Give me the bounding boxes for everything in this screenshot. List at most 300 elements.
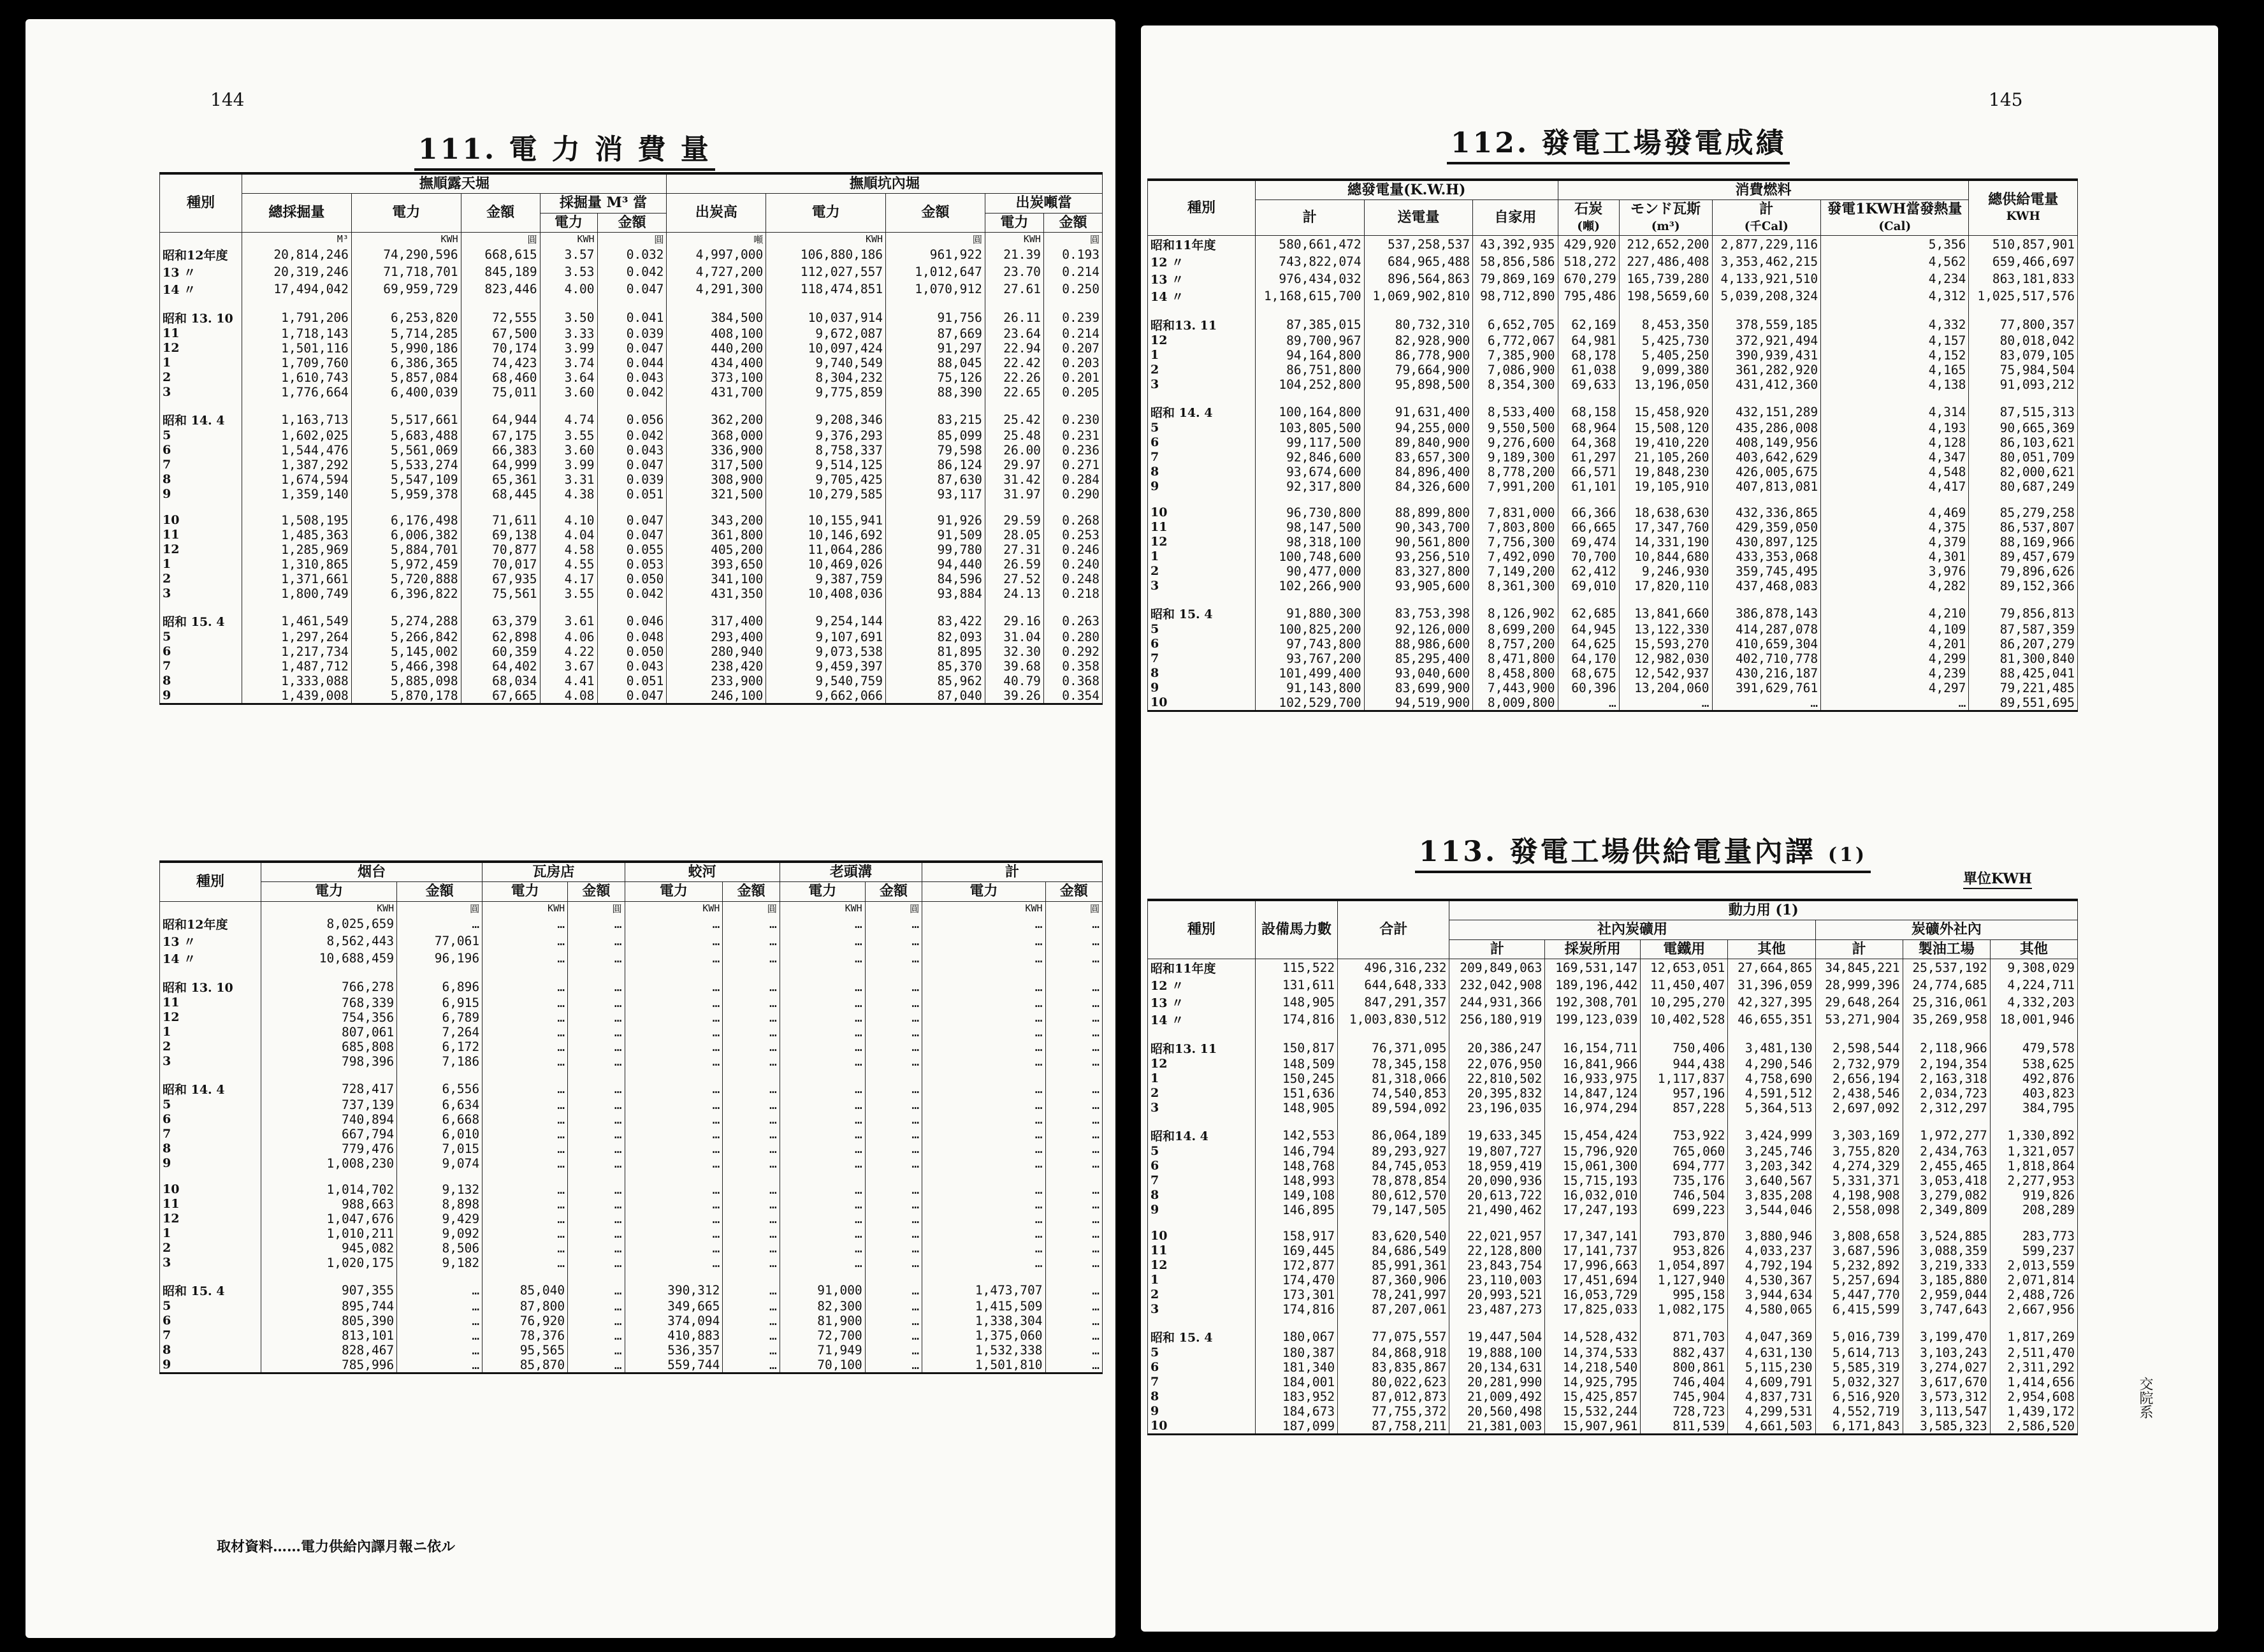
col-header: 合計 — [1338, 900, 1449, 959]
right-page — [1141, 25, 2218, 1632]
table-cell: 172,877 — [1256, 1258, 1338, 1273]
table-cell: 68,178 — [1558, 348, 1619, 363]
table-cell: 98,147,500 — [1256, 520, 1365, 535]
table-cell: 308,900 — [667, 472, 766, 487]
table-cell: 7,264 — [397, 1025, 483, 1040]
table-cell: 71,949 — [780, 1343, 865, 1358]
table-cell: … — [397, 1282, 483, 1299]
table-cell — [667, 400, 766, 411]
table-cell — [780, 1069, 865, 1080]
table-row — [160, 513, 1103, 528]
table-cell — [865, 967, 922, 978]
table-cell: … — [723, 1358, 780, 1373]
table-cell: 737,139 — [261, 1098, 397, 1112]
table-cell — [1043, 400, 1102, 411]
table-cell — [1903, 1217, 1990, 1229]
table-cell: 5,032,327 — [1815, 1375, 1903, 1389]
table-row — [160, 341, 1103, 356]
table-cell: … — [568, 1156, 625, 1171]
table-cell: 2,511,470 — [1990, 1345, 2077, 1360]
table-cell — [1256, 1217, 1338, 1229]
table-cell: 70,017 — [461, 557, 540, 572]
table-cell: 536,357 — [625, 1343, 723, 1358]
table-cell: 667,794 — [261, 1127, 397, 1141]
stub-header: 種別 — [160, 173, 242, 232]
table-cell: 0.231 — [1043, 428, 1102, 443]
table-cell — [1821, 305, 1969, 316]
generation-results-table — [1147, 178, 2078, 712]
unit-cell: KWH — [780, 901, 865, 915]
table-cell: 70,700 — [1558, 549, 1619, 564]
table-cell: … — [568, 1080, 625, 1098]
table-row — [160, 612, 1103, 630]
row-label: 8 — [160, 1343, 261, 1358]
table-cell: 29.16 — [985, 612, 1043, 630]
table-cell: 198,5659,60 — [1619, 287, 1712, 305]
table-cell: … — [568, 1197, 625, 1212]
table-cell: … — [865, 1328, 922, 1343]
unit-label: (千Cal) — [1744, 219, 1789, 233]
group-header: 瓦房店 — [483, 862, 625, 882]
table-cell: … — [723, 1299, 780, 1314]
table-cell: 746,404 — [1641, 1375, 1728, 1389]
table-cell: 69,138 — [461, 528, 540, 542]
spacer-row — [1148, 305, 2078, 316]
table-cell: 87,630 — [886, 472, 985, 487]
table-cell: … — [865, 1098, 922, 1112]
table-cell: 5,232,892 — [1815, 1258, 1903, 1273]
col-name: 計 — [1759, 201, 1774, 218]
table-cell: 9,740,549 — [766, 356, 886, 370]
table-cell: 63,379 — [461, 612, 540, 630]
table-cell: 805,390 — [261, 1314, 397, 1328]
table-cell: 78,345,158 — [1338, 1057, 1449, 1071]
table-cell: … — [483, 1010, 568, 1025]
table-cell: 4.74 — [540, 411, 597, 428]
table-cell: … — [483, 1212, 568, 1226]
table-cell: 60,359 — [461, 644, 540, 659]
table-cell: … — [625, 1241, 723, 1256]
table-cell: 4,133,921,510 — [1712, 270, 1821, 287]
table-cell: … — [625, 1054, 723, 1069]
row-label: 7 — [160, 1127, 261, 1141]
table-cell: … — [723, 1141, 780, 1156]
table-cell: 93,117 — [886, 487, 985, 502]
table-cell: 0.047 — [597, 280, 667, 298]
col-name: 石炭 — [1574, 201, 1603, 218]
table-cell: … — [568, 1054, 625, 1069]
table-row — [1148, 1419, 2078, 1435]
table-cell: 0.263 — [1043, 612, 1102, 630]
table-cell: 907,355 — [261, 1282, 397, 1299]
row-label: 12 〃 — [1148, 253, 1256, 270]
table-row — [1148, 695, 2078, 711]
table-cell — [160, 1171, 261, 1182]
table-cell: 368,000 — [667, 428, 766, 443]
table-cell: 745,904 — [1641, 1389, 1728, 1404]
table-cell: … — [1045, 1040, 1102, 1054]
table-cell: 3,199,470 — [1903, 1328, 1990, 1345]
table-row — [160, 458, 1103, 472]
table-cell: … — [780, 1112, 865, 1127]
col-header: 電力 — [922, 882, 1045, 901]
row-label: 9 — [160, 1156, 261, 1171]
row-label: 12 — [1148, 333, 1256, 348]
table-cell: 0.214 — [1043, 326, 1102, 341]
row-label: 1 — [160, 557, 242, 572]
table-cell: 0.246 — [1043, 542, 1102, 557]
table-cell: 6,652,705 — [1473, 316, 1558, 333]
table-cell: 13,204,060 — [1619, 681, 1712, 695]
table-cell: 14,847,124 — [1545, 1086, 1641, 1101]
col-header: 金額 — [597, 213, 667, 232]
table-cell: … — [568, 1328, 625, 1343]
table-cell: … — [865, 1025, 922, 1040]
table-cell: 8,304,232 — [766, 370, 886, 385]
table-cell: 3,088,359 — [1903, 1243, 1990, 1258]
table-cell: … — [922, 1098, 1045, 1112]
row-label: 12 — [1148, 535, 1256, 549]
table-cell: 1,718,143 — [242, 326, 352, 341]
unit-label: 單位KWH — [1963, 868, 2032, 889]
table-cell: 4,274,329 — [1815, 1159, 1903, 1173]
table-cell — [667, 601, 766, 612]
table-cell: 953,826 — [1641, 1243, 1728, 1258]
table-cell: … — [723, 1226, 780, 1241]
col-header: 電力 — [780, 882, 865, 901]
table-row — [160, 528, 1103, 542]
table-cell: … — [625, 1098, 723, 1112]
table-cell: 87,800 — [483, 1299, 568, 1314]
table-cell: 432,336,865 — [1712, 505, 1821, 520]
table-cell — [160, 502, 242, 513]
table-cell: 19,807,727 — [1449, 1144, 1545, 1159]
table-cell — [242, 298, 352, 309]
table-cell: 4.22 — [540, 644, 597, 659]
table-cell — [1545, 1115, 1641, 1127]
table-cell — [1338, 1217, 1449, 1229]
col-header: 其他 — [1990, 939, 2077, 959]
table-row — [1148, 1101, 2078, 1115]
table-cell: 768,339 — [261, 996, 397, 1010]
table-cell: 256,180,919 — [1449, 1011, 1545, 1028]
table-cell: 25.42 — [985, 411, 1043, 428]
table-cell: 10,688,459 — [261, 950, 397, 967]
table-cell: 183,952 — [1256, 1389, 1338, 1404]
row-label: 11 — [160, 326, 242, 341]
group-header: 撫順露天堀 — [242, 173, 667, 194]
table-cell: 1,359,140 — [242, 487, 352, 502]
table-row — [1148, 535, 2078, 549]
table-row — [160, 356, 1103, 370]
table-cell: 13,122,330 — [1619, 622, 1712, 637]
table-cell: 91,093,212 — [1969, 377, 2078, 392]
table-cell: 0.039 — [597, 326, 667, 341]
table-cell: 3,835,208 — [1728, 1188, 1815, 1203]
table-cell: 2,071,814 — [1990, 1273, 2077, 1287]
table-cell: 169,445 — [1256, 1243, 1338, 1258]
table-cell: … — [780, 1197, 865, 1212]
table-cell: 94,164,800 — [1256, 348, 1365, 363]
table-cell: 93,767,200 — [1256, 651, 1365, 666]
table-cell: 1,014,702 — [261, 1182, 397, 1197]
table-cell: … — [780, 1025, 865, 1040]
table-cell: 58,856,586 — [1473, 253, 1558, 270]
table-cell: 86,778,900 — [1364, 348, 1473, 363]
table-cell: 17,451,694 — [1545, 1273, 1641, 1287]
table-cell: 4,332,203 — [1990, 994, 2077, 1011]
table-cell: 6,556 — [397, 1080, 483, 1098]
table-cell: … — [625, 1127, 723, 1141]
subgroup-header: 出炭噸當 — [985, 194, 1102, 213]
table-cell: 2,455,465 — [1903, 1159, 1990, 1173]
table-cell: 97,743,800 — [1256, 637, 1365, 651]
table-cell: 1,117,837 — [1641, 1071, 1728, 1086]
table-cell: 4.17 — [540, 572, 597, 586]
table-cell: 3,185,880 — [1903, 1273, 1990, 1287]
table-cell: 957,196 — [1641, 1086, 1728, 1101]
table-cell — [1148, 1115, 1256, 1127]
row-label: 11 — [160, 528, 242, 542]
col-header: 電力 — [483, 882, 568, 901]
table-cell: 5,884,701 — [351, 542, 461, 557]
table-cell: 0.050 — [597, 572, 667, 586]
table-row — [1148, 1389, 2078, 1404]
table-cell: 77,061 — [397, 932, 483, 950]
table-cell: 3,585,323 — [1903, 1419, 1990, 1435]
table-cell: 244,931,366 — [1449, 994, 1545, 1011]
table-cell: 18,959,419 — [1449, 1159, 1545, 1173]
table-cell: 148,905 — [1256, 994, 1338, 1011]
table-cell: 361,282,920 — [1712, 363, 1821, 377]
table-cell: 8,562,443 — [261, 932, 397, 950]
table-cell: 2,311,292 — [1990, 1360, 2077, 1375]
table-cell: 2,877,229,116 — [1712, 235, 1821, 253]
table-cell: 538,625 — [1990, 1057, 2077, 1071]
table-cell — [597, 298, 667, 309]
group-header: 蛟河 — [625, 862, 780, 882]
table-cell: 89,551,695 — [1969, 695, 2078, 711]
table-cell: 95,898,500 — [1364, 377, 1473, 392]
table-cell — [1148, 1028, 1256, 1040]
table-cell: 75,126 — [886, 370, 985, 385]
table-cell: 21.39 — [985, 246, 1043, 263]
table-cell: 14,925,795 — [1545, 1375, 1641, 1389]
table-cell: 67,175 — [461, 428, 540, 443]
table-cell: 599,237 — [1990, 1243, 2077, 1258]
table-cell: 12,982,030 — [1619, 651, 1712, 666]
table-cell: 64,981 — [1558, 333, 1619, 348]
table-cell: 4,727,200 — [667, 263, 766, 280]
table-cell — [1256, 494, 1365, 505]
table-cell: 2,013,559 — [1990, 1258, 2077, 1273]
table-cell: 62,412 — [1558, 564, 1619, 579]
table-row — [160, 1080, 1103, 1098]
table-cell — [1712, 305, 1821, 316]
table-cell: 6,789 — [397, 1010, 483, 1025]
table-cell: 10,295,270 — [1641, 994, 1728, 1011]
table-cell: 14,528,432 — [1545, 1328, 1641, 1345]
table-cell — [540, 502, 597, 513]
table-cell: … — [780, 1127, 865, 1141]
table-cell: 9,514,125 — [766, 458, 886, 472]
table-cell — [780, 1270, 865, 1282]
table-cell — [780, 967, 865, 978]
table-row — [1148, 1173, 2078, 1188]
table-cell: 1,461,549 — [242, 612, 352, 630]
table-cell: … — [780, 1080, 865, 1098]
table-cell: 27.31 — [985, 542, 1043, 557]
row-label: 5 — [160, 1098, 261, 1112]
table-cell: 80,018,042 — [1969, 333, 2078, 348]
table-cell: 4,201 — [1821, 637, 1969, 651]
table-cell: … — [865, 1156, 922, 1171]
table-cell: 0.042 — [597, 428, 667, 443]
table-cell: … — [780, 1040, 865, 1054]
table-cell: 3,544,046 — [1728, 1203, 1815, 1217]
table-cell: 20,613,722 — [1449, 1188, 1545, 1203]
table-cell — [461, 400, 540, 411]
table-cell: 169,531,147 — [1545, 959, 1641, 976]
table-cell: 22,021,957 — [1449, 1229, 1545, 1243]
row-label: 9 — [1148, 681, 1256, 695]
table-cell: 3,203,342 — [1728, 1159, 1815, 1173]
table-row — [160, 1098, 1103, 1112]
table-cell — [1815, 1028, 1903, 1040]
table-cell: 3.55 — [540, 586, 597, 601]
table-cell — [985, 601, 1043, 612]
table-cell — [597, 400, 667, 411]
row-label: 昭和14. 4 — [1148, 1127, 1256, 1144]
table-cell: 31,396,059 — [1728, 976, 1815, 994]
row-label: 昭和12年度 — [160, 246, 242, 263]
table-cell: 2,349,809 — [1903, 1203, 1990, 1217]
table-cell: 9,540,759 — [766, 674, 886, 688]
table-cell: 4,301 — [1821, 549, 1969, 564]
table-cell: 173,301 — [1256, 1287, 1338, 1302]
table-row — [1148, 637, 2078, 651]
table-cell: 1,532,338 — [922, 1343, 1045, 1358]
table-cell: 82,000,621 — [1969, 465, 2078, 479]
table-cell: 9,092 — [397, 1226, 483, 1241]
table-cell: … — [780, 1141, 865, 1156]
table-row — [1148, 520, 2078, 535]
table-cell: 4,138 — [1821, 377, 1969, 392]
table-cell: 1,501,810 — [922, 1358, 1045, 1373]
table-cell: … — [865, 1010, 922, 1025]
table-cell: 1,791,206 — [242, 309, 352, 326]
table-cell: 78,376 — [483, 1328, 568, 1343]
total-supply-label: 總供給電量 — [1988, 191, 2059, 208]
table-cell: 3,755,820 — [1815, 1144, 1903, 1159]
table-cell — [625, 1171, 723, 1182]
table-cell: 80,732,310 — [1364, 316, 1473, 333]
col-header: 電力 — [766, 194, 886, 233]
unit-cell: 圓 — [1043, 232, 1102, 246]
table-cell: 4,347 — [1821, 450, 1969, 465]
row-label: 7 — [1148, 1375, 1256, 1389]
row-label: 10 — [1148, 1229, 1256, 1243]
table-cell: 5,115,230 — [1728, 1360, 1815, 1375]
table-cell: 9,672,087 — [766, 326, 886, 341]
table-cell: 0.368 — [1043, 674, 1102, 688]
row-label: 6 — [1148, 1360, 1256, 1375]
row-label: 14 〃 — [160, 280, 242, 298]
table-cell: … — [1619, 695, 1712, 711]
table-cell: 378,559,185 — [1712, 316, 1821, 333]
table-cell: … — [780, 1241, 865, 1256]
table-row — [160, 1282, 1103, 1299]
table-row — [1148, 564, 2078, 579]
table-cell: 90,665,369 — [1969, 421, 2078, 435]
row-label: 昭和 14. 4 — [160, 1080, 261, 1098]
table-cell: 86,537,807 — [1969, 520, 2078, 535]
table-cell: 9,550,500 — [1473, 421, 1558, 435]
table-cell: … — [483, 1054, 568, 1069]
row-label: 昭和 14. 4 — [1148, 403, 1256, 421]
table-cell: 184,673 — [1256, 1404, 1338, 1419]
table-cell: 15,425,857 — [1545, 1389, 1641, 1404]
table-row — [1148, 1273, 2078, 1287]
table-cell: 1,333,088 — [242, 674, 352, 688]
table-cell: 4,210 — [1821, 605, 1969, 622]
table-cell — [886, 400, 985, 411]
table-row — [160, 996, 1103, 1010]
table-row — [1148, 348, 2078, 363]
table-cell: 4,165 — [1821, 363, 1969, 377]
table-row — [1148, 976, 2078, 994]
table-cell: 4,609,791 — [1728, 1375, 1815, 1389]
table-cell — [1449, 1028, 1545, 1040]
table-cell: 85,991,361 — [1338, 1258, 1449, 1273]
table-cell: 8,009,800 — [1473, 695, 1558, 711]
table-cell: … — [780, 1212, 865, 1226]
table-cell: 684,965,488 — [1364, 253, 1473, 270]
table-cell: 85,279,258 — [1969, 505, 2078, 520]
table-cell: 8,533,400 — [1473, 403, 1558, 421]
table-cell: 13,841,660 — [1619, 605, 1712, 622]
table-cell: 728,417 — [261, 1080, 397, 1098]
table-cell: 0.047 — [597, 528, 667, 542]
table-cell: 23,110,003 — [1449, 1273, 1545, 1287]
table-cell: 26.59 — [985, 557, 1043, 572]
table-cell — [1148, 1217, 1256, 1229]
table-cell: 431,350 — [667, 586, 766, 601]
table-cell — [1256, 1028, 1338, 1040]
table-row — [1148, 1040, 2078, 1057]
table-cell — [1558, 392, 1619, 403]
table-cell: 0.201 — [1043, 370, 1102, 385]
table-cell — [242, 400, 352, 411]
table-cell — [1969, 305, 2078, 316]
table-cell: 91,509 — [886, 528, 985, 542]
table-cell: 17,247,193 — [1545, 1203, 1641, 1217]
power-consumption-table-lower — [159, 860, 1103, 1374]
table-cell: 22.94 — [985, 341, 1043, 356]
table-cell: 3.67 — [540, 659, 597, 674]
row-label: 2 — [160, 1040, 261, 1054]
table-cell: … — [625, 1080, 723, 1098]
table-cell — [625, 967, 723, 978]
row-label: 12 — [160, 542, 242, 557]
table-cell: 3.61 — [540, 612, 597, 630]
page-number: 145 — [1989, 89, 2023, 110]
table-cell — [160, 967, 261, 978]
table-cell: 151,636 — [1256, 1086, 1338, 1101]
table-cell: 100,825,200 — [1256, 622, 1365, 637]
table-cell: 4.00 — [540, 280, 597, 298]
table-cell: … — [483, 1182, 568, 1197]
